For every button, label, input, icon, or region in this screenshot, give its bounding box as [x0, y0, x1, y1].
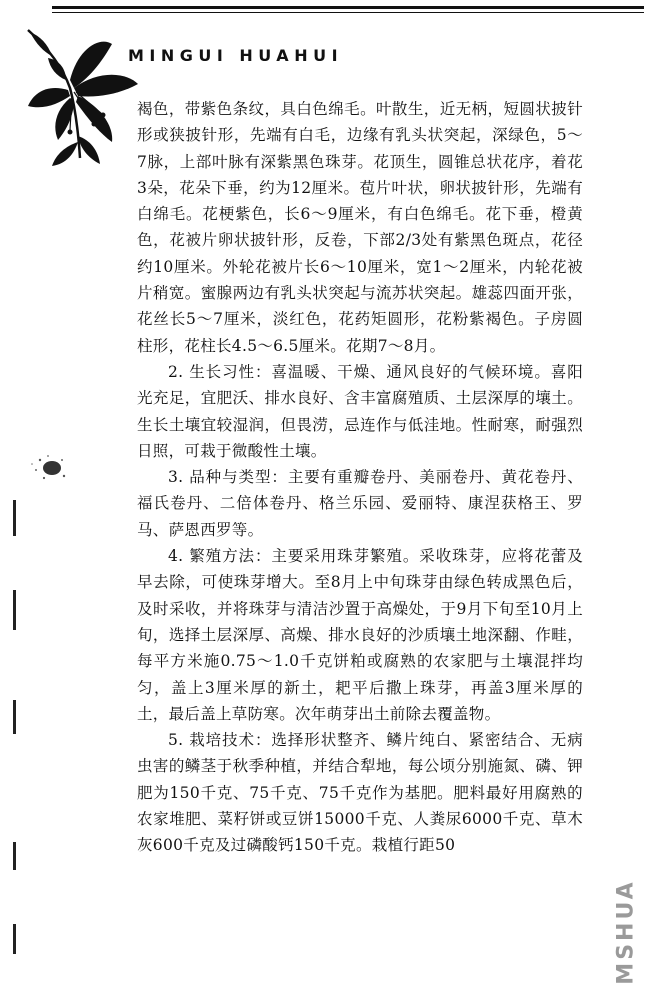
margin-mark — [13, 924, 16, 954]
paragraph-cultivation: 5. 栽培技术：选择形状整齐、鳞片纯白、紧密结合、无病虫害的鳞茎于秋季种植，并结合犁地，每公顷分别施氮、磷、钾肥为150千克、75千克、75千克作为基肥。肥料最好用腐熟的农家堆肥、菜籽饼或豆饼15000千克、人粪尿6000千克、草木灰600千克及过磷酸钙150千克。栽植行距50 — [137, 731, 583, 855]
watermark — [606, 872, 646, 992]
margin-mark — [13, 590, 16, 630]
watermark-text: MSHUA — [613, 879, 639, 985]
lily-flower-icon — [8, 18, 148, 168]
margin-mark — [13, 842, 16, 870]
header-rule-thick — [52, 6, 644, 9]
page-body — [137, 96, 583, 859]
margin-mark — [13, 700, 16, 734]
paragraph-varieties: 3. 品种与类型：主要有重瓣卷丹、美丽卷丹、黄花卷丹、福氏卷丹、二倍体卷丹、格兰乐园、爱丽特、康涅获格王、罗马、萨恩西罗等。 — [137, 468, 583, 539]
margin-mark — [13, 500, 16, 536]
header-rule-thin — [52, 12, 644, 13]
paragraph-propagation: 4. 繁殖方法：主要采用珠芽繁殖。采收珠芽，应将花蕾及早去除，可使珠芽增大。至8月上中旬珠芽由绿色转成黑色后，及时采收，并将珠芽与清洁沙置于高燥处，于9月下旬至10月上旬，选择土层深厚、高燥、排水良好的沙质壤土地深翻、作畦，每平方米施0.75～1.0千克饼粕或腐熟的农家肥与土壤混拌均匀，盖上3厘米厚的新土，耙平后撒上珠芽，再盖3厘米厚的土，最后盖上草防寒。次年萌芽出土前除去覆盖物。 — [137, 547, 583, 723]
paragraph-growth-habits: 2. 生长习性：喜温暖、干燥、通风良好的气候环境。喜阳光充足，宜肥沃、排水良好、含丰富腐殖质、土层深厚的壤土。生长土壤宜较湿润，但畏涝，忌连作与低洼地。性耐寒，耐强烈日照，可栽于微酸性土壤。 — [137, 362, 583, 460]
page-header-title: MINGUI HUAHUI — [128, 46, 344, 65]
paragraph-description: 褐色，带紫色条纹，具白色绵毛。叶散生，近无柄，短圆状披针形或狭披针形，先端有白毛，边缘有乳头状突起，深绿色，5～7脉，上部叶脉有深紫黑色珠芽。花顶生，圆锥总状花序，着花3朵，花朵下垂，约为12厘米。苞片叶状，卵状披针形，先端有白绵毛。花梗紫色，长6～9厘米，有白色绵毛。花下垂，橙黄色，花被片卵状披针形，反卷，下部2/3处有紫黑色斑点，花径约10厘米。外轮花被片长6～10厘米，宽1～2厘米，内轮花被片稍宽。蜜腺两边有乳头状突起与流苏状突起。雄蕊四面开张，花丝长5～7厘米，淡红色，花药矩圆形，花粉紫褐色。子房圆柱形，花柱长4.5～6.5厘米。花期7～8月。 — [137, 100, 583, 355]
scan-blot — [20, 448, 70, 488]
